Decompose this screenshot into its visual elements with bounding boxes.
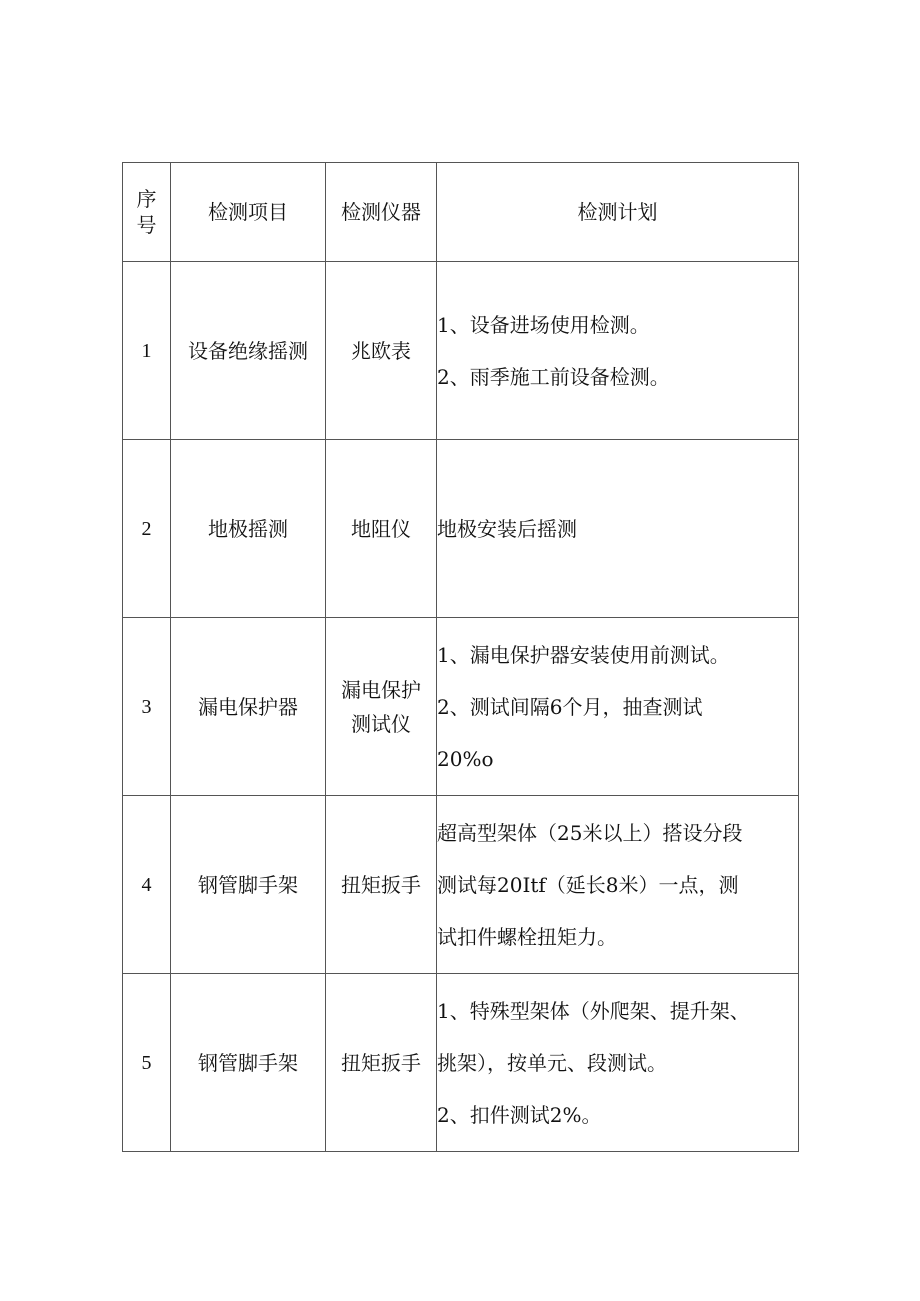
row-number: 2 — [123, 440, 171, 618]
row-plan — [437, 440, 799, 618]
table-row — [123, 440, 799, 618]
plan-line: 超高型架体（25米以上）搭设分段 — [437, 820, 743, 845]
row-plan — [437, 618, 799, 796]
plan-line: 2、测试间隔6个月，抽查测试 — [437, 694, 703, 719]
header-item: 检测项目 — [171, 163, 326, 262]
table-header-row — [123, 163, 799, 262]
row-instrument: 扭矩扳手 — [326, 974, 437, 1152]
row-number: 4 — [123, 796, 171, 974]
row-plan — [437, 262, 799, 440]
instrument-line: 测试仪 — [351, 711, 411, 736]
inspection-plan-table — [122, 162, 799, 1152]
row-instrument: 扭矩扳手 — [326, 796, 437, 974]
header-plan: 检测计划 — [437, 163, 799, 262]
plan-line: 2、扣件测试2%。 — [437, 1102, 602, 1127]
row-item: 钢管脚手架 — [171, 796, 326, 974]
row-item: 设备绝缘摇测 — [171, 262, 326, 440]
plan-line: 地极安装后摇测 — [437, 516, 577, 541]
table-row — [123, 618, 799, 796]
header-seq-line: 号 — [136, 213, 157, 237]
plan-line: 测试每20Itf（延长8米）一点，测 — [437, 872, 739, 897]
table-row — [123, 796, 799, 974]
plan-line: 1、特殊型架体（外爬架、提升架、 — [437, 998, 750, 1023]
plan-line: 试扣件螺栓扭矩力。 — [437, 924, 617, 949]
row-instrument — [326, 618, 437, 796]
row-plan — [437, 796, 799, 974]
row-number: 1 — [123, 262, 171, 440]
row-number: 3 — [123, 618, 171, 796]
instrument-line: 漏电保护 — [341, 677, 421, 702]
row-instrument: 兆欧表 — [326, 262, 437, 440]
row-item: 钢管脚手架 — [171, 974, 326, 1152]
table-row — [123, 974, 799, 1152]
table-row — [123, 262, 799, 440]
row-item: 地极摇测 — [171, 440, 326, 618]
header-seq — [123, 163, 171, 262]
header-instrument: 检测仪器 — [326, 163, 437, 262]
row-item: 漏电保护器 — [171, 618, 326, 796]
plan-line: 1、设备进场使用检测。 — [437, 312, 650, 337]
header-seq-line: 序 — [136, 187, 157, 211]
plan-line: 2、雨季施工前设备检测。 — [437, 364, 670, 389]
row-plan — [437, 974, 799, 1152]
row-number: 5 — [123, 974, 171, 1152]
plan-line: 挑架），按单元、段测试。 — [437, 1050, 667, 1075]
plan-line: 20%o — [437, 746, 494, 771]
plan-line: 1、漏电保护器安装使用前测试。 — [437, 642, 730, 667]
row-instrument: 地阻仪 — [326, 440, 437, 618]
